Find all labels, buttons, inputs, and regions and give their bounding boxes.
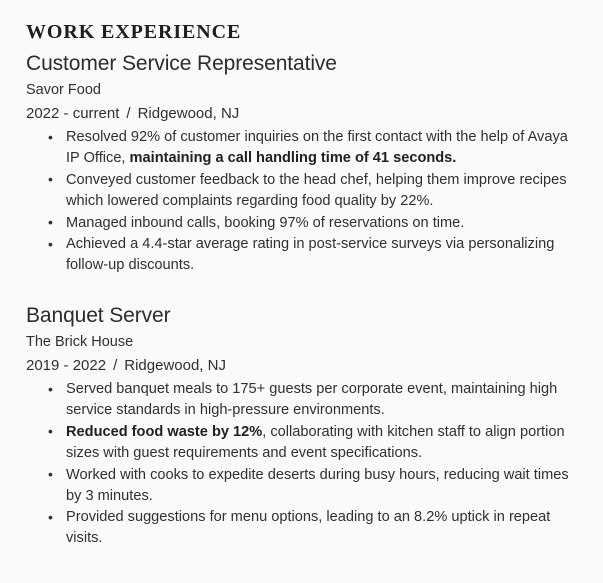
- bullet-text-pre: Worked with cooks to expedite deserts during busy hours, reducing wait times by 3 minutes.: [66, 466, 569, 504]
- list-item: [26, 127, 577, 169]
- job-meta: [26, 355, 577, 378]
- job-company: The Brick House: [26, 334, 134, 351]
- job-company: Savor Food: [26, 82, 101, 99]
- bullet-text-post: , collaborating with kitchen staff to align portion sizes with guest requirements and event specifications.: [66, 423, 565, 461]
- job-title: Customer Service Representative: [26, 52, 337, 75]
- list-item: [26, 170, 577, 212]
- section-heading-work-experience: WORK EXPERIENCE: [26, 21, 242, 43]
- job-dates: 2022 - current: [26, 104, 120, 122]
- job-location: Ridgewood, NJ: [124, 356, 226, 374]
- job-entry: [26, 50, 577, 276]
- list-item: [26, 465, 577, 507]
- bullet-text-pre: Conveyed customer feedback to the head chef, helping them improve recipes which lowered complaints regarding food quality by 22%.: [66, 171, 567, 209]
- job-entry: [26, 302, 577, 549]
- job-meta-separator: /: [126, 104, 131, 122]
- list-item: [26, 507, 577, 549]
- list-item: [26, 422, 577, 464]
- job-meta-separator: /: [113, 356, 118, 374]
- list-item: [26, 379, 577, 421]
- job-location: Ridgewood, NJ: [137, 104, 240, 122]
- bullet-text-bold: maintaining a call handling time of 41 seconds.: [129, 149, 457, 166]
- bullet-text-pre: Managed inbound calls, booking 97% of reservations on time.: [66, 214, 465, 231]
- bullet-text-pre: Provided suggestions for menu options, leading to an 8.2% uptick in repeat visits.: [66, 509, 551, 547]
- bullet-text-pre: Served banquet meals to 175+ guests per corporate event, maintaining high service standards in high-pressure environments.: [66, 381, 558, 419]
- job-meta: [26, 103, 577, 126]
- job-title: Banquet Server: [26, 304, 171, 328]
- job-bullet-list: [26, 379, 577, 549]
- bullet-text-pre: Resolved 92% of customer inquiries on the first contact with the help of Avaya IP Office,: [66, 129, 568, 166]
- job-dates: 2019 - 2022: [26, 356, 107, 374]
- job-bullet-list: [26, 127, 577, 276]
- list-item: [26, 234, 577, 276]
- bullet-text-pre: Achieved a 4.4-star average rating in post-service surveys via personalizing follow-up discounts.: [66, 236, 555, 274]
- list-item: [26, 213, 577, 234]
- bullet-text-bold: Reduced food waste by 12%: [66, 423, 263, 440]
